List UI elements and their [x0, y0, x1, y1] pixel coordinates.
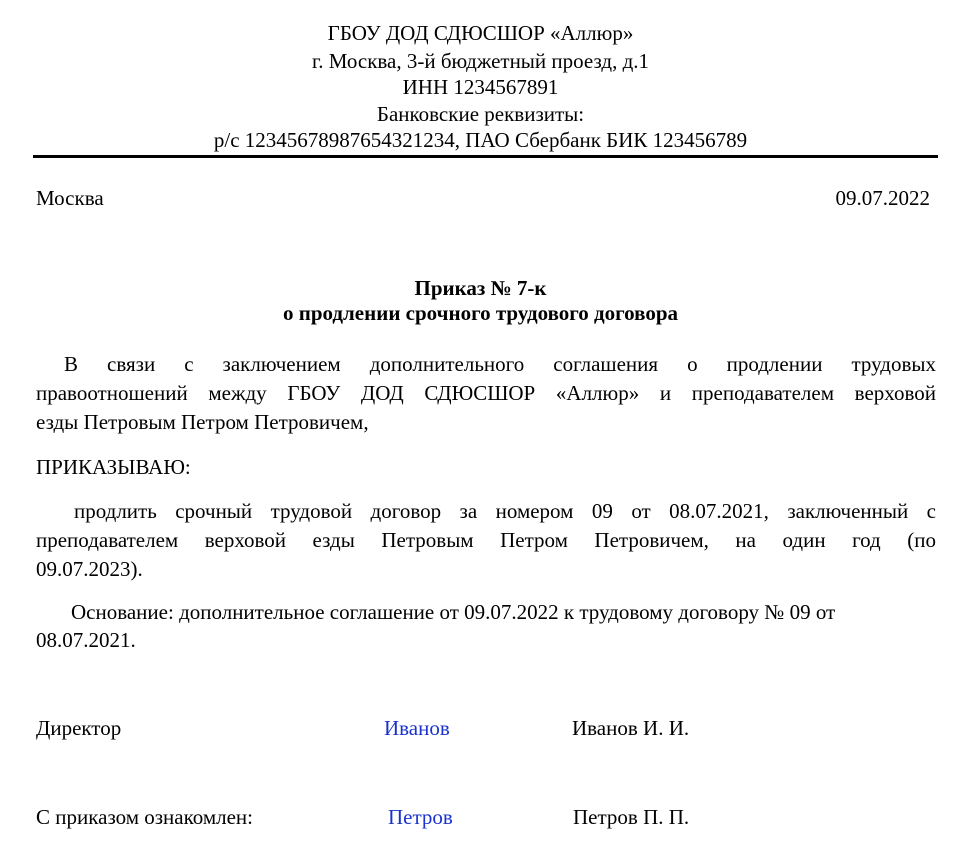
paragraph-line: езды Петровым Петром Петровичем,: [36, 410, 369, 434]
ack-name: Петров П. П.: [573, 805, 690, 829]
header-divider: [33, 155, 938, 158]
order-subject: о продлении срочного трудового договора: [282, 301, 679, 325]
bank-details: р/с 12345678987654321234, ПАО Сбербанк БИК 123456789: [213, 128, 748, 152]
paragraph-line: правоотношений между ГБОУ ДОД СДЮСШОР «Аллюр» и преподавателем верховой: [36, 381, 936, 405]
ack-title: С приказом ознакомлен:: [36, 805, 254, 829]
director-name: Иванов И. И.: [572, 716, 690, 740]
org-address: г. Москва, 3-й бюджетный проезд, д.1: [311, 49, 650, 73]
place: Москва: [36, 186, 104, 210]
paragraph-intro: [36, 350, 936, 437]
paragraph-line: преподавателем верховой езды Петровым Петром Петровичем, на один год (по: [36, 528, 936, 552]
date: 09.07.2022: [835, 186, 930, 210]
org-inn: ИНН 1234567891: [402, 75, 559, 99]
director-title: Директор: [36, 716, 122, 740]
org-name: ГБОУ ДОД СДЮСШОР «Аллюр»: [327, 21, 634, 45]
paragraph-line: продлить срочный трудовой договор за номером 09 от 08.07.2021, заключенный с: [74, 499, 936, 523]
bank-title: Банковские реквизиты:: [376, 102, 585, 126]
paragraph-order: [36, 497, 936, 584]
paragraph-line: В связи с заключением дополнительного соглашения о продлении трудовых: [64, 352, 936, 376]
order-word: ПРИКАЗЫВАЮ:: [36, 455, 191, 479]
order-number: Приказ № 7-к: [414, 276, 547, 300]
basis-line-1: Основание: дополнительное соглашение от 09.07.2022 к трудовому договору № 09 от: [71, 600, 836, 624]
ack-signature: Петров: [388, 805, 453, 829]
basis-line-2: 08.07.2021.: [36, 628, 136, 652]
director-signature: Иванов: [384, 716, 450, 740]
paragraph-line: 09.07.2023).: [36, 557, 143, 581]
